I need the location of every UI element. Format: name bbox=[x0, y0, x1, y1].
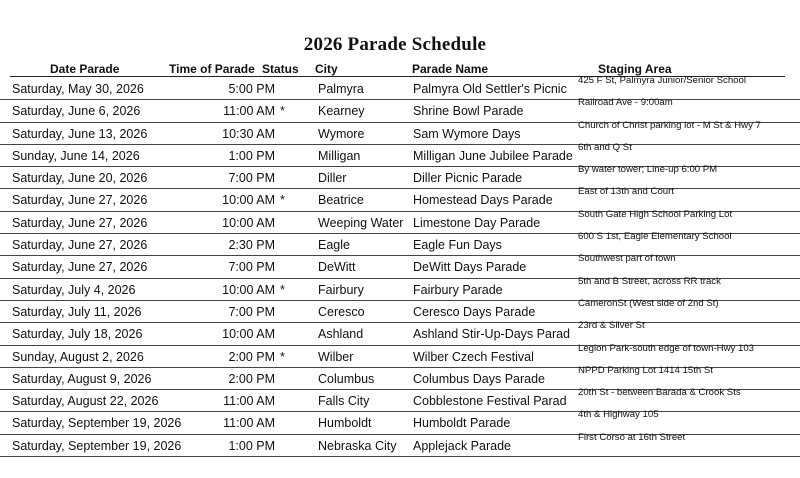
table-row bbox=[0, 119, 800, 145]
cell-staging-area: 20th St - between Barada & Crook Sts bbox=[578, 387, 741, 399]
cell-time: 1:00 PM bbox=[228, 148, 275, 163]
cell-staging-area: 4th & Highway 105 bbox=[578, 409, 659, 421]
column-header-date: Date Parade bbox=[50, 62, 120, 76]
cell-parade-name: Applejack Parade bbox=[413, 438, 511, 453]
cell-date: Saturday, June 27, 2026 bbox=[12, 193, 148, 208]
cell-date: Saturday, June 6, 2026 bbox=[12, 104, 141, 119]
table-row bbox=[0, 231, 800, 256]
schedule-table-body bbox=[0, 75, 800, 457]
cell-staging-area: Southwest part of town bbox=[578, 253, 676, 265]
cell-time: 2:30 PM bbox=[228, 238, 275, 253]
cell-parade-name: Homestead Days Parade bbox=[413, 193, 553, 208]
cell-date: Saturday, June 20, 2026 bbox=[12, 171, 148, 186]
cell-parade-name: Limestone Day Parade bbox=[413, 215, 541, 230]
cell-city: Humboldt bbox=[318, 416, 372, 431]
cell-staging-area: CameronSt (West side of 2nd St) bbox=[578, 297, 719, 309]
cell-date: Saturday, July 18, 2026 bbox=[12, 327, 143, 342]
table-row bbox=[0, 164, 800, 189]
cell-city: Milligan bbox=[318, 148, 361, 163]
cell-city: Wymore bbox=[318, 126, 365, 141]
cell-staging-area: NPPD Parking Lot 1414 15th St bbox=[578, 364, 713, 376]
cell-city: Diller bbox=[318, 171, 347, 186]
cell-parade-name: Eagle Fun Days bbox=[413, 238, 502, 253]
cell-staging-area: 5th and B Street, across RR track bbox=[578, 275, 721, 287]
column-header-city: City bbox=[315, 62, 338, 76]
cell-city: Ashland bbox=[318, 327, 364, 342]
cell-date: Saturday, July 11, 2026 bbox=[12, 304, 142, 319]
column-header-status: Status bbox=[262, 62, 299, 76]
cell-time: 11:00 AM bbox=[223, 416, 275, 431]
page-title: 2026 Parade Schedule bbox=[303, 34, 487, 55]
cell-parade-name: Milligan June Jubilee Parade bbox=[413, 148, 573, 163]
cell-city: Eagle bbox=[318, 238, 350, 253]
cell-parade-name: Ashland Stir-Up-Days Parad bbox=[413, 327, 571, 342]
column-header-staging-area: Staging Area bbox=[598, 62, 672, 76]
table-row bbox=[0, 387, 800, 412]
cell-staging-area: South Gate High School Parking Lot bbox=[578, 208, 733, 220]
cell-time: 7:00 PM bbox=[228, 260, 275, 275]
cell-parade-name: Cobblestone Festival Parad bbox=[413, 394, 567, 409]
column-header-parade-name: Parade Name bbox=[412, 62, 489, 76]
cell-time: 7:00 PM bbox=[228, 304, 275, 319]
cell-time: 11:00 AM bbox=[223, 394, 275, 409]
table-row bbox=[0, 75, 800, 100]
cell-city: Beatrice bbox=[318, 193, 364, 208]
cell-parade-name: Fairbury Parade bbox=[413, 282, 503, 297]
column-header-time: Time of Parade bbox=[169, 62, 255, 76]
cell-date: Saturday, May 30, 2026 bbox=[12, 82, 144, 96]
cell-date: Sunday, August 2, 2026 bbox=[12, 349, 144, 364]
cell-city: Ceresco bbox=[318, 304, 365, 319]
cell-parade-name: Sam Wymore Days bbox=[413, 126, 521, 141]
cell-staging-area: First Corso at 16th Street bbox=[578, 431, 686, 443]
cell-status: * bbox=[280, 193, 285, 208]
cell-time: 10:00 AM bbox=[222, 327, 275, 342]
cell-staging-area: Legion Park-south edge of town-Hwy 103 bbox=[578, 342, 754, 354]
cell-time: 5:00 PM bbox=[228, 82, 275, 96]
cell-staging-area: East of 13th and Court bbox=[578, 186, 674, 198]
cell-parade-name: Diller Picnic Parade bbox=[413, 171, 523, 186]
cell-city: DeWitt bbox=[318, 260, 356, 275]
cell-time: 7:00 PM bbox=[228, 171, 275, 186]
cell-staging-area: 600 S 1st, Eagle Elementary School bbox=[578, 231, 732, 243]
cell-date: Saturday, August 9, 2026 bbox=[12, 371, 152, 386]
cell-city: Falls City bbox=[318, 394, 370, 409]
cell-staging-area: Church of Christ parking lot - M St & Hwy 7 bbox=[578, 119, 761, 131]
cell-date: Saturday, June 27, 2026 bbox=[12, 260, 148, 275]
cell-city: Palmyra bbox=[318, 82, 364, 96]
cell-time: 10:00 AM bbox=[222, 193, 275, 208]
cell-staging-area: 425 F St, Palmyra Junior/Senior School bbox=[578, 75, 746, 86]
cell-date: Saturday, July 4, 2026 bbox=[12, 282, 136, 297]
cell-city: Nebraska City bbox=[318, 438, 397, 453]
cell-city: Wilber bbox=[318, 349, 354, 364]
cell-parade-name: Wilber Czech Festival bbox=[413, 349, 534, 364]
cell-time: 1:00 PM bbox=[228, 438, 275, 453]
cell-staging-area: 23rd & Silver St bbox=[578, 320, 645, 332]
cell-date: Saturday, June 13, 2026 bbox=[12, 126, 148, 141]
cell-parade-name: Palmyra Old Settler's Picnic bbox=[413, 82, 567, 96]
cell-city: Columbus bbox=[318, 371, 375, 386]
cell-time: 10:30 AM bbox=[222, 126, 275, 141]
cell-parade-name: Columbus Days Parade bbox=[413, 371, 546, 386]
cell-parade-name: DeWitt Days Parade bbox=[413, 260, 527, 275]
cell-date: Saturday, June 27, 2026 bbox=[12, 215, 148, 230]
cell-city: Fairbury bbox=[318, 282, 364, 297]
cell-time: 10:00 AM bbox=[222, 282, 275, 297]
cell-date: Saturday, June 27, 2026 bbox=[12, 238, 148, 253]
cell-time: 2:00 PM bbox=[228, 349, 275, 364]
cell-city: Kearney bbox=[318, 104, 365, 119]
cell-city: Weeping Water bbox=[318, 215, 404, 230]
cell-parade-name: Shrine Bowl Parade bbox=[413, 104, 524, 119]
cell-staging-area: Railroad Ave - 9:00am bbox=[578, 97, 673, 109]
cell-date: Saturday, September 19, 2026 bbox=[12, 416, 182, 431]
cell-status: * bbox=[280, 104, 285, 119]
cell-staging-area: By water tower; Line-up 6:00 PM bbox=[578, 164, 718, 176]
table-row bbox=[0, 431, 800, 457]
cell-date: Saturday, September 19, 2026 bbox=[12, 438, 182, 453]
cell-status: * bbox=[280, 282, 285, 297]
cell-time: 10:00 AM bbox=[222, 215, 275, 230]
table-header bbox=[0, 62, 800, 76]
cell-time: 11:00 AM bbox=[223, 104, 275, 119]
cell-date: Sunday, June 14, 2026 bbox=[12, 148, 140, 163]
cell-parade-name: Ceresco Days Parade bbox=[413, 304, 536, 319]
cell-staging-area: 6th and Q St bbox=[578, 141, 632, 153]
cell-parade-name: Humboldt Parade bbox=[413, 416, 511, 431]
cell-time: 2:00 PM bbox=[228, 371, 275, 386]
table-row bbox=[0, 297, 800, 323]
cell-status: * bbox=[280, 349, 285, 364]
cell-date: Saturday, August 22, 2026 bbox=[12, 394, 159, 409]
